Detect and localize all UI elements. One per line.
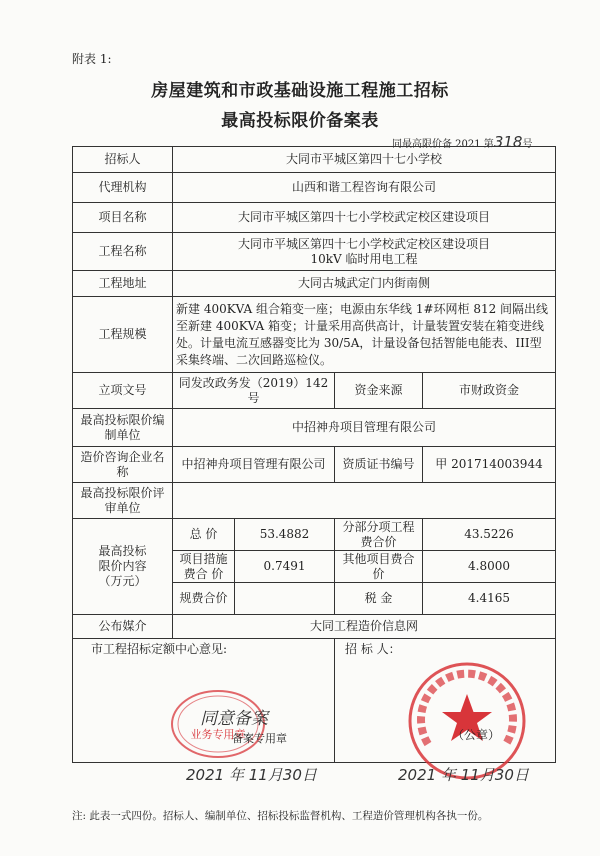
total-label: 总 价 [173, 519, 235, 551]
tenderer-label: 招标人 [73, 147, 173, 173]
project-name-value: 大同市平城区第四十七小学校武定校区建设项目 [173, 203, 556, 233]
document-title-line2: 最高投标限价备案表 [221, 111, 379, 131]
certificate-label: 资质证书编号 [335, 447, 423, 483]
content-label [73, 519, 173, 615]
compiler-label: 最高投标限价编制单位 [73, 409, 173, 447]
reviewer-label: 最高投标限价评审单位 [73, 483, 173, 519]
consultant-label: 造价咨询企业名称 [73, 447, 173, 483]
subitem-value: 43.5226 [423, 519, 556, 551]
engineering-name-line1: 大同市平城区第四十七小学校武定校区建设项目 [238, 236, 491, 251]
attachment-label: 附表 1: [72, 52, 112, 66]
official-seal-text: （公章） [452, 728, 501, 742]
address-label: 工程地址 [73, 271, 173, 297]
row-project-name [73, 203, 556, 233]
row-approval [73, 373, 556, 409]
funding-source-label: 资金来源 [335, 373, 423, 409]
business-stamp-text: 业务专用章 [190, 728, 246, 741]
engineering-name-value [173, 233, 556, 271]
filing-seal-text: 备案专用章 [232, 732, 287, 745]
fees-value [235, 583, 335, 615]
date-left: 2021 年 11月30日 [186, 766, 317, 784]
row-consultant [73, 447, 556, 483]
scale-value: 新建 400KVA 组合箱变一座；电源由东华线 1#环网柜 812 间隔出线至新建 400KVA 箱变；计量采用高供高计，计量装置安装在箱变进线处。计量电流互感器变比为 30/5A，计量设备包括智能电能表、III型采集终端、二次回路巡检仪。 [173, 297, 556, 373]
reviewer-value [173, 483, 556, 519]
agency-label: 代理机构 [73, 173, 173, 203]
subitem-label: 分部分项工程费合价 [335, 519, 423, 551]
row-agency [73, 173, 556, 203]
compiler-value: 中招神舟项目管理有限公司 [173, 409, 556, 447]
measures-value: 0.7491 [235, 551, 335, 583]
row-compiler [73, 409, 556, 447]
engineering-name-label: 工程名称 [73, 233, 173, 271]
file-number-prefix: 同最高限价备 2021 第 [392, 139, 494, 150]
approval-label: 立项文号 [73, 373, 173, 409]
center-opinion-label: 市工程招标定额中心意见: [91, 642, 228, 656]
other-label: 其他项目费合价 [335, 551, 423, 583]
tax-label: 税 金 [335, 583, 423, 615]
measures-label: 项目措施费合 价 [173, 551, 235, 583]
other-value: 4.8000 [423, 551, 556, 583]
tax-value: 4.4165 [423, 583, 556, 615]
tenderer-seal-label: 招 标 人： [345, 642, 401, 656]
row-address [73, 271, 556, 297]
engineering-name-line2: 10kV 临时用电工程 [310, 251, 418, 266]
consultant-value: 中招神舟项目管理有限公司 [173, 447, 335, 483]
approval-handwriting: 同意备案 [200, 709, 268, 729]
content-label-line1: 最高投标 [98, 544, 147, 558]
date-right: 2021 年 11月30日 [398, 766, 529, 784]
media-label: 公布媒介 [73, 615, 173, 639]
document-title-line1: 房屋建筑和市政基础设施工程施工招标 [151, 81, 449, 101]
funding-source-value: 市财政资金 [423, 373, 556, 409]
address-value: 大同古城武定门内街南侧 [173, 271, 556, 297]
media-value: 大同工程造价信息网 [173, 615, 556, 639]
project-name-label: 项目名称 [73, 203, 173, 233]
row-content-1 [73, 519, 556, 551]
row-scale [73, 297, 556, 373]
total-value: 53.4882 [235, 519, 335, 551]
file-number-suffix: 号 [522, 139, 533, 150]
approval-value: 同发改政务发（2019）142 号 [173, 373, 335, 409]
footnote: 注: 此表一式四份。招标人、编制单位、招标投标监督机构、工程造价管理机构各执一份。 [72, 810, 489, 822]
content-label-line3: （万元） [98, 574, 147, 588]
content-label-line2: 限价内容 [98, 559, 147, 573]
agency-value: 山西和谐工程咨询有限公司 [173, 173, 556, 203]
row-reviewer [73, 483, 556, 519]
fees-label: 规费合价 [173, 583, 235, 615]
scale-label: 工程规模 [73, 297, 173, 373]
row-media [73, 615, 556, 639]
row-tenderer [73, 147, 556, 173]
file-number-handwritten: 318 [493, 133, 523, 151]
row-engineering-name [73, 233, 556, 271]
tenderer-value: 大同市平城区第四十七小学校 [173, 147, 556, 173]
certificate-value: 甲 201714003944 [423, 447, 556, 483]
